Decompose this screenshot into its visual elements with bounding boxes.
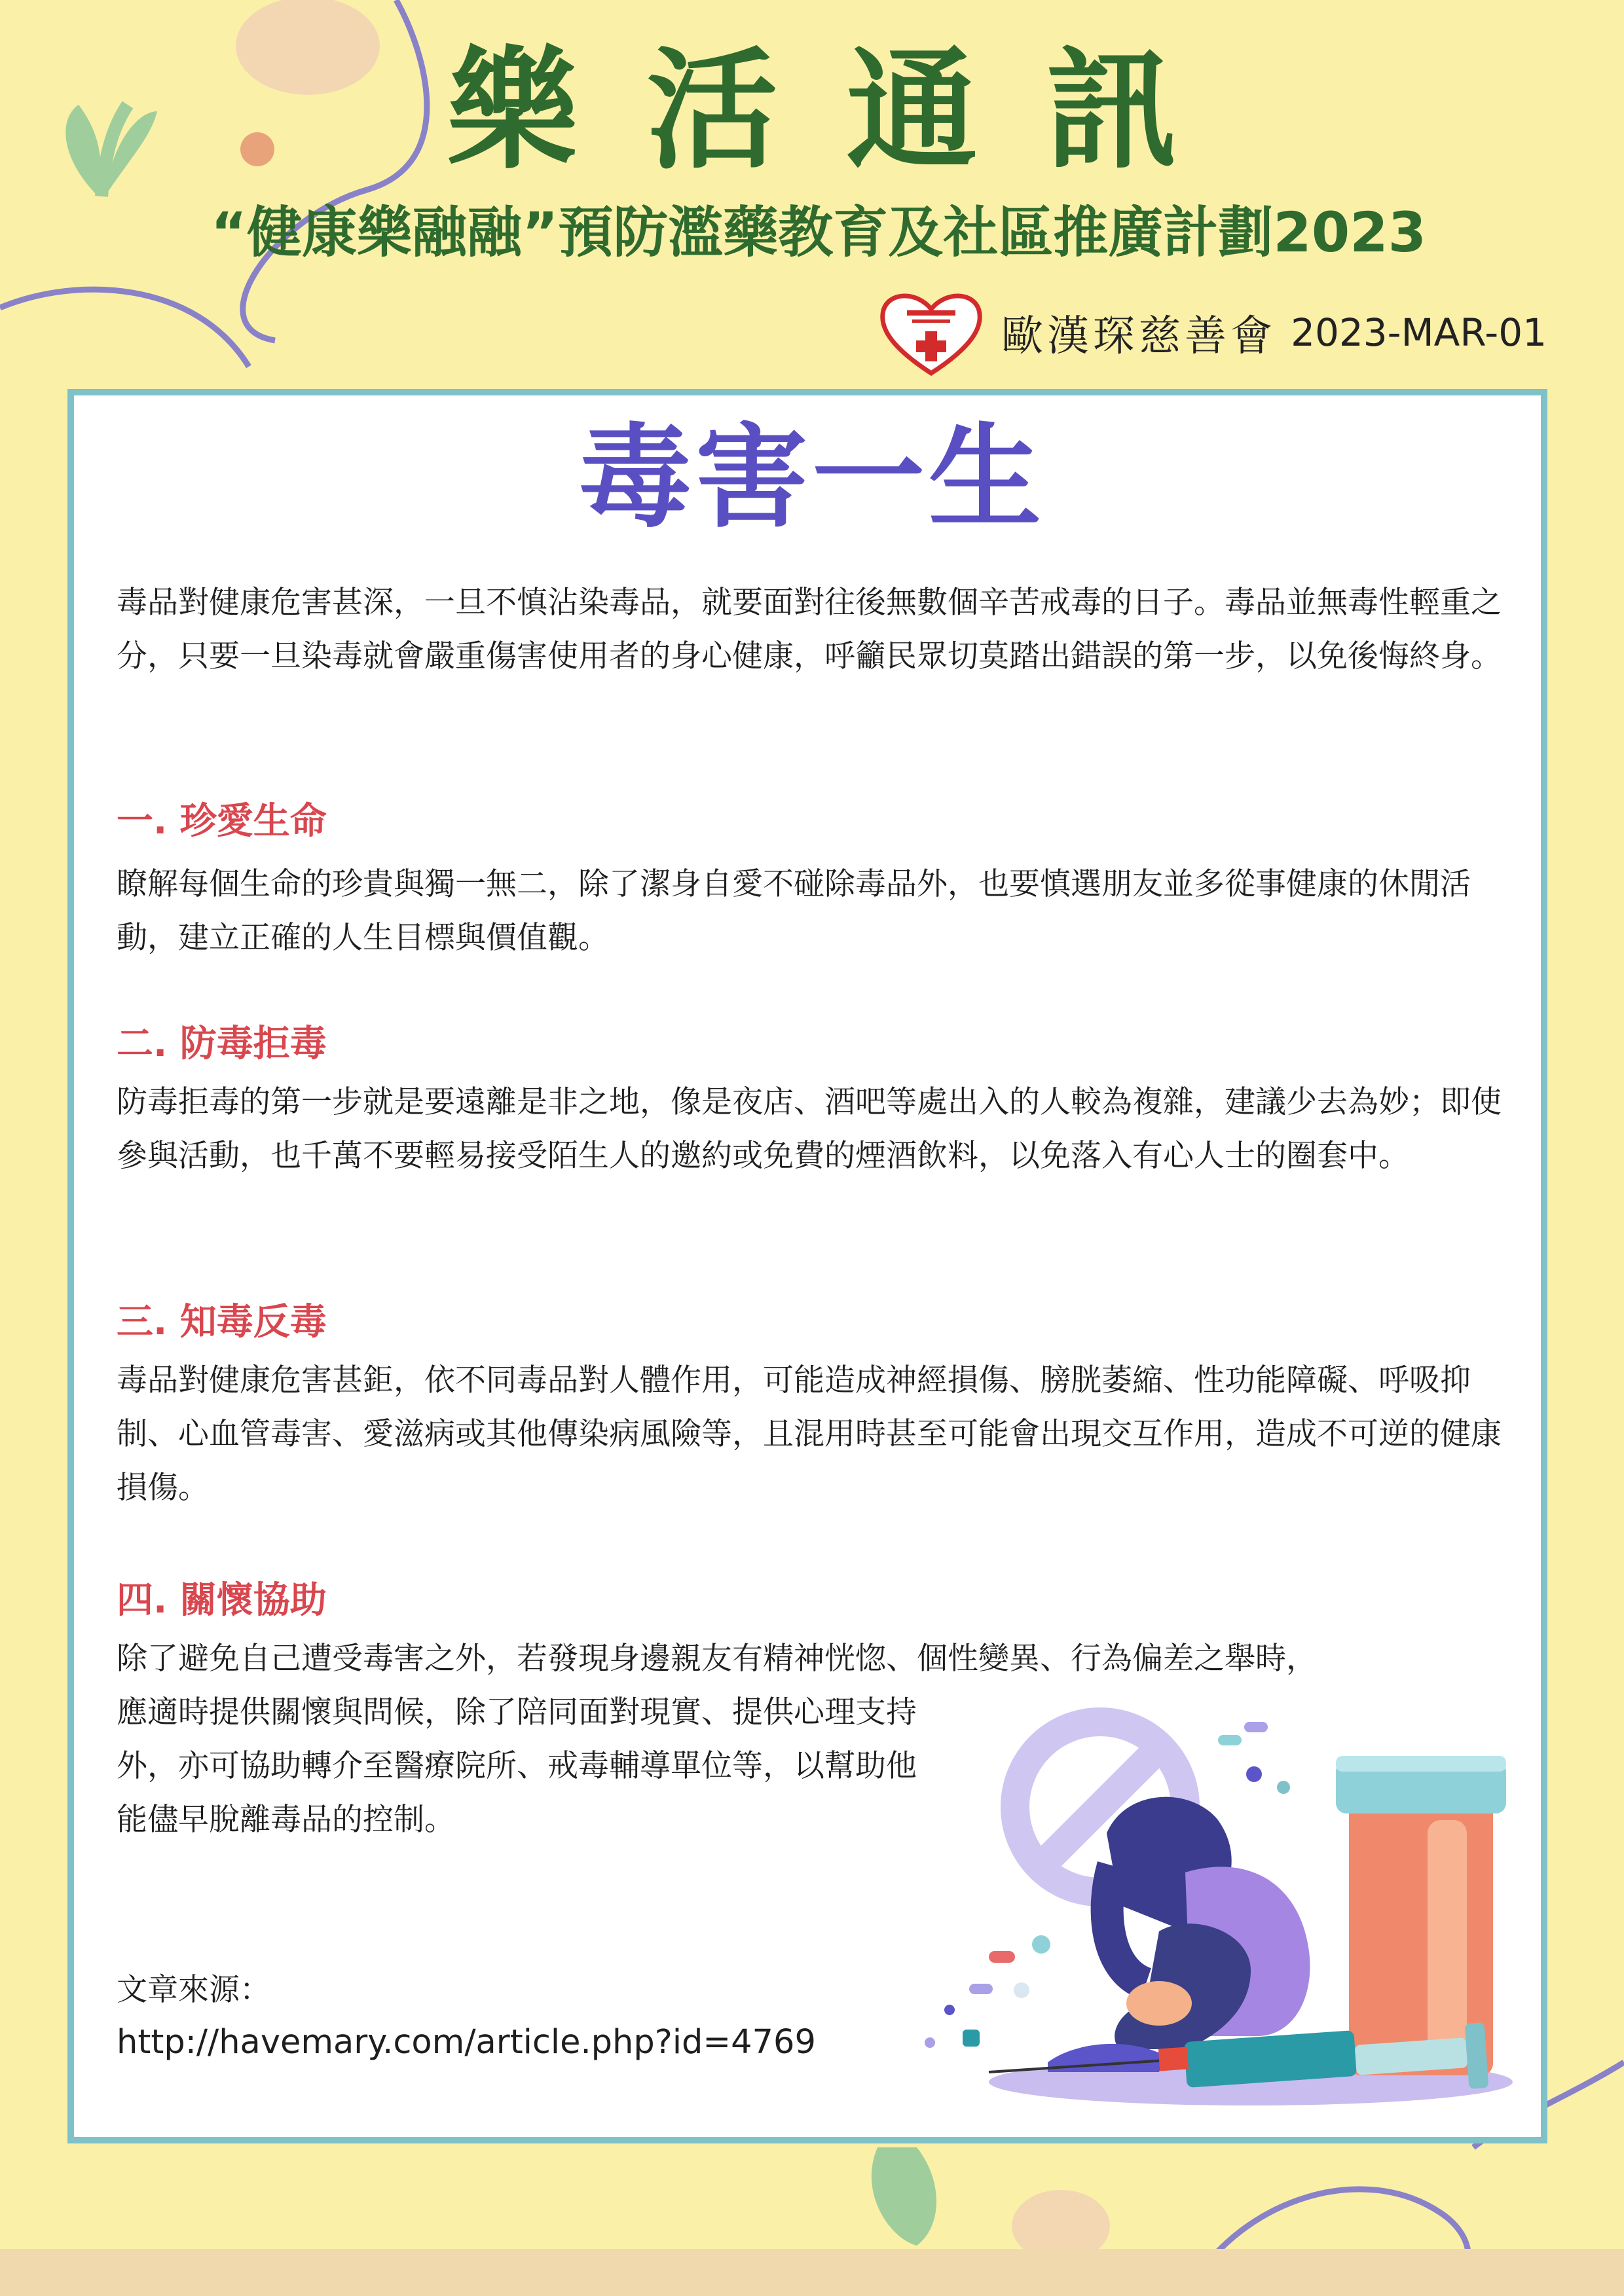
organization-row <box>876 293 1547 372</box>
intro-paragraph: 毒品對健康危害甚深，一旦不慎沾染毒品，就要面對往後無數個辛苦戒毒的日子。毒品並無毒性輕重之分，只要一旦染毒就會嚴重傷害使用者的身心健康，呼籲民眾切莫踏出錯誤的第一步，以免後悔終身。 <box>117 585 1502 674</box>
heart-logo-icon <box>876 287 987 378</box>
leaf-bottom <box>872 2147 936 2246</box>
section-text-1: 瞭解每個生命的珍貴與獨一無二，除了潔身自愛不碰除毒品外，也要慎選朋友並多從事健康的休閒活動，建立正確的人生目標與價值觀。 <box>117 866 1471 956</box>
source-url-link[interactable]: http://havemary.com/article.php?id=4769 <box>117 2023 816 2062</box>
section-text-4-rest: 應適時提供關懷與問候，除了陪同面對現實、提供心理支持外，亦可協助轉介至醫療院所、戒毒輔導單位等，以幫助他能儘早脫離毒品的控制。 <box>117 1694 917 1838</box>
program-subtitle: “健康樂融融”預防濫藥教育及社區推廣計劃2023 <box>210 200 1427 264</box>
drug-abuse-illustration <box>910 1696 1526 2115</box>
curve-left <box>0 289 249 367</box>
section-heading-1: 一. 珍愛生命 <box>117 800 327 843</box>
section-heading-3: 三. 知毒反毒 <box>117 1301 327 1343</box>
article-title: 毒害一生 <box>579 412 1045 543</box>
section-heading-4: 四. 關懷協助 <box>117 1579 327 1622</box>
newsletter-title: 樂活通訊 <box>447 35 1246 187</box>
section-text-2: 防毒拒毒的第一步就是要遠離是非之地，像是夜店、酒吧等處出入的人較為複雜，建議少去為妙；即使參與活動，也千萬不要輕易接受陌生人的邀約或免費的煙酒飲料，以免落入有心人士的圈套中。 <box>117 1084 1502 1174</box>
section-heading-2: 二. 防毒拒毒 <box>117 1023 327 1065</box>
section-text-4-line-1: 除了避免自己遭受毒害之外，若發現身邊親友有精神恍惚、個性變異、行為偏差之舉時， <box>117 1641 1317 1677</box>
footer-band <box>0 2249 1624 2296</box>
organization-name: 歐漢琛慈善會 <box>1001 312 1277 361</box>
section-text-3: 毒品對健康危害甚鉅，依不同毒品對人體作用，可能造成神經損傷、膀胱萎縮、性功能障礙、呼吸抑制、心血管毒害、愛滋病或其他傳染病風險等，且混用時甚至可能會出現交互作用，造成不可逆的健康損傷。 <box>117 1362 1502 1506</box>
source-label: 文章來源： <box>117 1972 270 2008</box>
issue-code: 2023-MAR-01 <box>1291 310 1547 355</box>
